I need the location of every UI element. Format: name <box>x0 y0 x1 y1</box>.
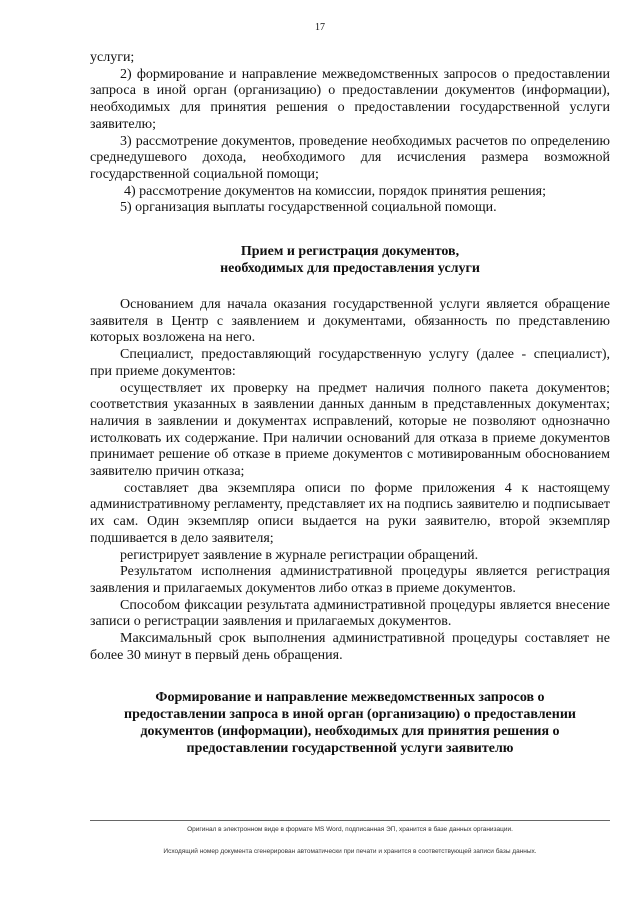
footer-divider <box>90 820 610 821</box>
section-heading-line: предоставлении государственной услуги заявителю <box>186 740 514 756</box>
paragraph: составляет два экземпляра описи по форме приложения 4 к настоящему административному регламенту, представляет их на подпись заявителю и подписывает их сам. Один экземпляр описи выдается на руки заявителю, второй экземпляр подшивается в дело заявителя; <box>90 480 610 546</box>
section-heading-line: предоставлении запроса в иной орган (организацию) о предоставлении <box>124 706 576 722</box>
paragraph: Способом фиксации результата административной процедуры является внесение записи о регистрации заявления и прилагаемых документов. <box>90 597 610 630</box>
section-body-reception <box>90 297 610 664</box>
section-heading-line: Прием и регистрация документов, <box>240 244 460 260</box>
list-item-5: 5) организация выплаты государственной социальной помощи. <box>120 200 497 216</box>
paragraph: Основанием для начала оказания государственной услуги является обращение заявителя в Центр с заявлением и документами, обязанность по представлению которых возложена на него. <box>90 297 610 346</box>
page-number: 17 <box>315 22 325 33</box>
paragraph: регистрирует заявление в журнале регистрации обращений. <box>120 547 479 563</box>
list-item-3: 3) рассмотрение документов, проведение необходимых расчетов по определению среднедушевого дохода, необходимого для исчисления размера возможной государственной социальной помощи; <box>90 133 610 182</box>
paragraph-continuation: услуги; <box>90 50 135 65</box>
paragraph: Результатом исполнения административной процедуры является регистрация заявления и прилагаемых документов либо отказ в приеме документов. <box>90 564 610 596</box>
section-heading-interagency <box>90 689 610 757</box>
paragraph: осуществляет их проверку на предмет наличия полного пакета документов; соответствия указанных в заявлении данных данным в представленных документах; наличия в заявлении и документах исправлений, которые не позволяют однозначно истолковать их содержание. При наличии оснований для отказа в приеме документов принимает решение об отказе в приеме документов с мотивированным обоснованием заявителю причин отказа; <box>90 380 610 480</box>
section-heading-line: документов (информации), необходимых для принятия решения о <box>140 723 560 739</box>
section-heading-line: необходимых для предоставления услуги <box>220 261 480 277</box>
paragraph: Специалист, предоставляющий государственную услугу (далее - специалист), при приеме документов: <box>90 347 610 379</box>
document-body <box>90 50 610 757</box>
section-heading-reception <box>90 243 610 277</box>
section-heading-line: Формирование и направление межведомственных запросов о <box>155 689 545 705</box>
paragraph: Максимальный срок выполнения административной процедуры составляет не более 30 минут в первый день обращения. <box>90 631 610 663</box>
list-item-2: 2) формирование и направление межведомственных запросов о предоставлении запроса в иной орган (организацию) о предоставлении документов (информации), необходимых для принятия решения о предоставлении государственной услуги заявителю; <box>90 66 610 132</box>
footer-note-number: Исходящий номер документа сгенерирован автоматически при печати и хранится в соответствующей записи базы данных. <box>163 848 537 855</box>
footer-note-original: Оригинал в электронном виде в формате MS Word, подписанная ЭП, хранится в базе данных организации. <box>187 826 513 833</box>
list-item-4: 4) рассмотрение документов на комиссии, порядок принятия решения; <box>124 183 546 199</box>
